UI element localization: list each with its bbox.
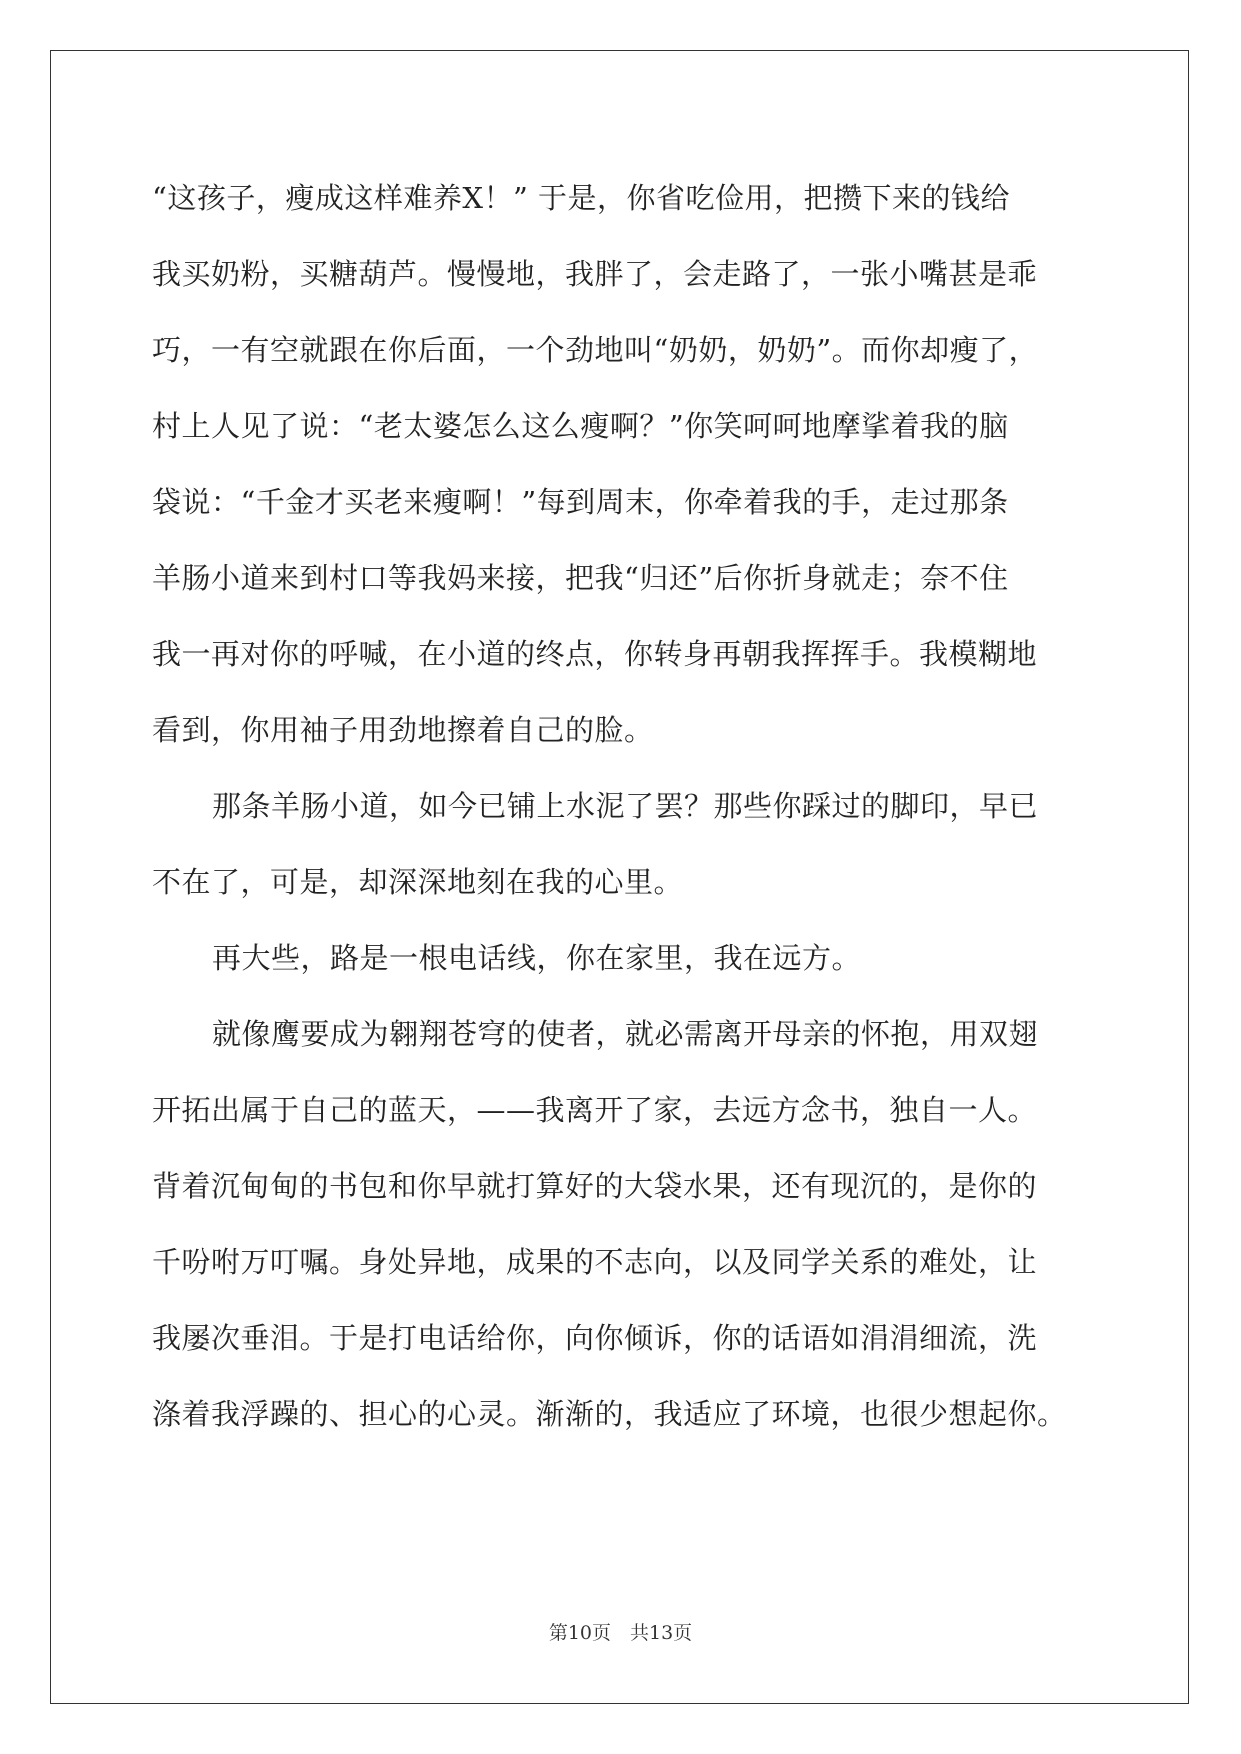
text-line: 看到，你用袖子用劲地擦着自己的脸。 (152, 713, 654, 747)
text-line: 再大些，路是一根电话线，你在家里，我在远方。 (212, 941, 862, 975)
text-line: 开拓出属于自己的蓝天，——我离开了家，去远方念书，独自一人。 (152, 1093, 1038, 1127)
text-line: 背着沉甸甸的书包和你早就打算好的大袋水果，还有现沉的，是你的 (152, 1169, 1038, 1203)
text-line: 巧，一有空就跟在你后面，一个劲地叫“奶奶，奶奶”。而你却瘦了， (152, 333, 1039, 367)
text-line: 我一再对你的呼喊，在小道的终点，你转身再朝我挥挥手。我模糊地 (152, 637, 1038, 671)
text-line: 袋说：“千金才买老来瘦啊！”每到周末，你牵着我的手，走过那条 (152, 485, 1009, 519)
text-line: 我买奶粉，买糖葫芦。慢慢地，我胖了，会走路了，一张小嘴甚是乖 (152, 257, 1038, 291)
text-line: 涤着我浮躁的、担心的心灵。渐渐的，我适应了环境，也很少想起你。 (152, 1397, 1067, 1431)
text-line: 千吩咐万叮嘱。身处异地，成果的不志向，以及同学关系的难处，让 (152, 1245, 1038, 1279)
page-number-footer: 第10页 共13页 (548, 1622, 693, 1644)
text-line: 我屡次垂泪。于是打电话给你，向你倾诉，你的话语如涓涓细流，洗 (152, 1321, 1038, 1355)
text-line: 就像鹰要成为翱翔苍穹的使者，就必需离开母亲的怀抱，用双翅 (212, 1017, 1039, 1051)
text-line: 羊肠小道来到村口等我妈来接，把我“归还”后你折身就走；奈不住 (152, 561, 1009, 595)
text-line: “这孩子，瘦成这样难养X！” 于是，你省吃俭用，把攒下来的钱给 (152, 181, 1011, 215)
text-line: 那条羊肠小道，如今已铺上水泥了罢？那些你踩过的脚印，早已 (212, 789, 1039, 823)
document-body (152, 160, 1102, 1452)
text-line: 不在了，可是，却深深地刻在我的心里。 (152, 865, 684, 899)
text-line: 村上人见了说：“老太婆怎么这么瘦啊？”你笑呵呵地摩挲着我的脑 (152, 409, 1009, 443)
